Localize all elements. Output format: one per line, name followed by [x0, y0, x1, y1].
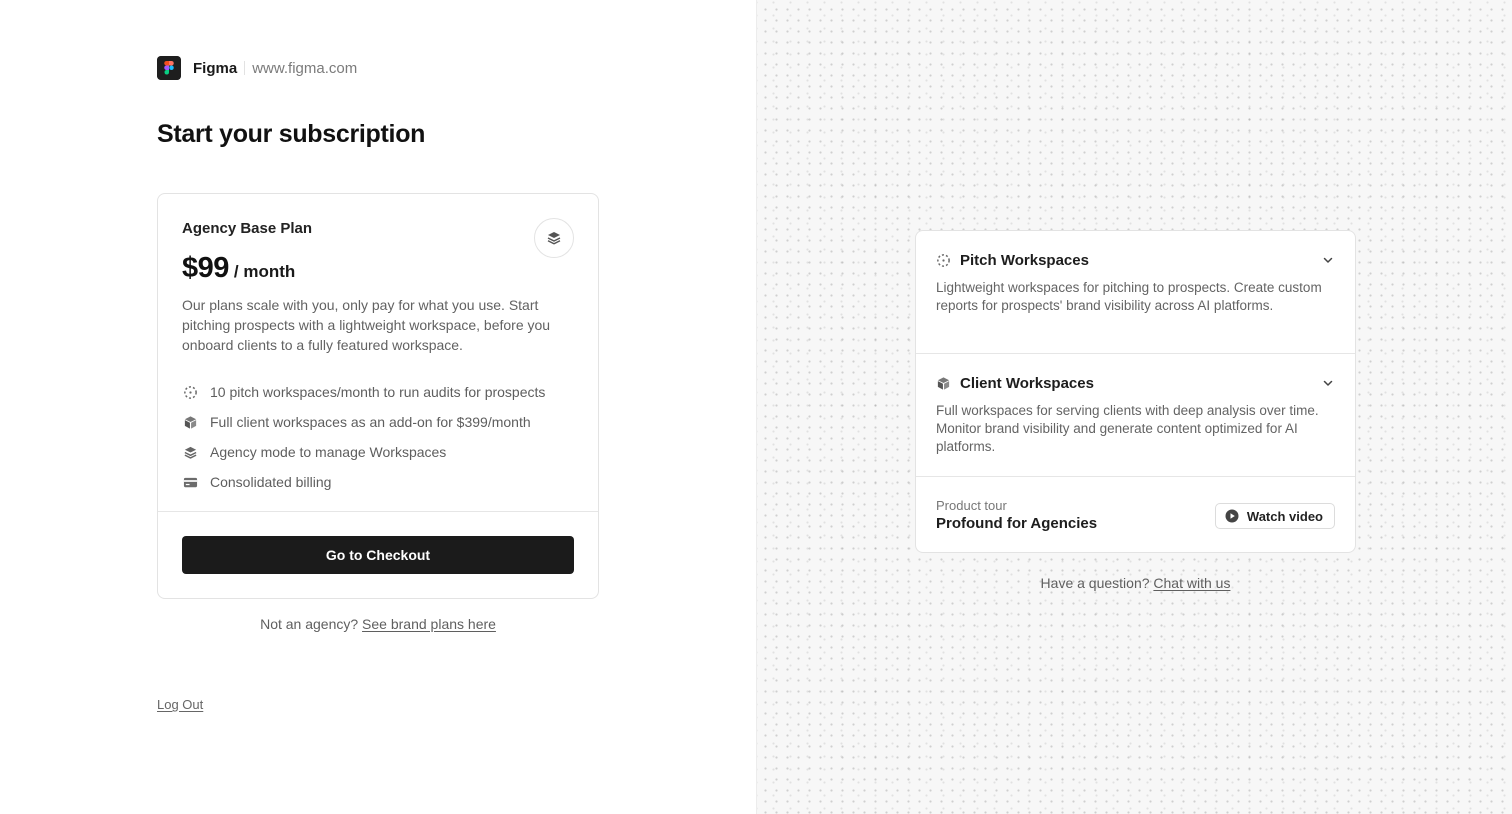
chevron-down-icon[interactable] [1321, 253, 1335, 267]
feature-text: 10 pitch workspaces/month to run audits for prospects [210, 384, 546, 400]
accordion-item-client-workspaces[interactable] [916, 354, 1355, 477]
watch-video-label: Watch video [1246, 508, 1323, 524]
brand-plans-link[interactable]: See brand plans here [362, 616, 496, 632]
not-agency-text: Not an agency? [260, 616, 359, 632]
card-divider [158, 511, 598, 512]
figma-logo-icon [157, 56, 181, 80]
watch-video-button[interactable] [1215, 503, 1335, 529]
plan-description: Our plans scale with you, only pay for what you use. Start pitching prospects with a lightweight workspace, before you onboard clients to a fully featured workspace. [182, 297, 551, 353]
page-title: Start your subscription [157, 120, 426, 148]
chat-link[interactable]: Chat with us [1153, 575, 1231, 591]
feature-list [182, 377, 545, 497]
checkout-button[interactable]: Go to Checkout [182, 536, 574, 574]
tour-label: Product tour [936, 498, 1007, 513]
chevron-down-icon[interactable] [1321, 376, 1335, 390]
brand-divider [244, 61, 245, 75]
tour-title: Profound for Agencies [936, 515, 1098, 532]
feature-text: Agency mode to manage Workspaces [210, 444, 447, 460]
question-text: Have a question? [1040, 575, 1150, 591]
layers-icon [182, 444, 198, 460]
accordion-body: Full workspaces for serving clients with deep analysis over time. Monitor brand visibility and generate content optimized for AI platforms. [936, 403, 1319, 454]
plan-card [157, 193, 599, 599]
credit-card-icon [182, 474, 198, 490]
play-circle-icon [1225, 509, 1239, 523]
not-agency-note [157, 616, 599, 632]
cube-icon [936, 376, 951, 391]
accordion-title: Pitch Workspaces [960, 252, 1089, 269]
brand-url: www.figma.com [252, 59, 358, 77]
plan-period: / month [233, 262, 296, 281]
plan-name: Agency Base Plan [182, 220, 313, 237]
accordion-body: Lightweight workspaces for pitching to prospects. Create custom reports for prospects' brand visibility across AI platforms. [936, 280, 1322, 313]
feature-item [182, 377, 545, 407]
feature-text: Consolidated billing [210, 474, 332, 490]
accordion-item-pitch-workspaces[interactable] [916, 231, 1355, 354]
accordion-header[interactable] [936, 252, 1089, 269]
accordion-header[interactable] [936, 375, 1094, 392]
dashed-circle-icon [936, 253, 951, 268]
right-panel [756, 0, 1512, 814]
feature-item [182, 437, 545, 467]
workspace-accordion [915, 230, 1356, 553]
cube-icon [182, 414, 198, 430]
feature-item [182, 407, 545, 437]
layers-icon [534, 218, 574, 258]
plan-price: $99 [182, 252, 229, 284]
price-row [182, 252, 295, 285]
feature-item [182, 467, 545, 497]
question-note [915, 575, 1356, 591]
product-tour [916, 477, 1355, 553]
accordion-title: Client Workspaces [960, 375, 1094, 392]
brand-name: Figma [193, 59, 238, 77]
brand-header [157, 56, 357, 80]
logout-link[interactable]: Log Out [157, 697, 204, 712]
feature-text: Full client workspaces as an add-on for $399/month [210, 414, 531, 430]
dashed-circle-icon [182, 384, 198, 400]
